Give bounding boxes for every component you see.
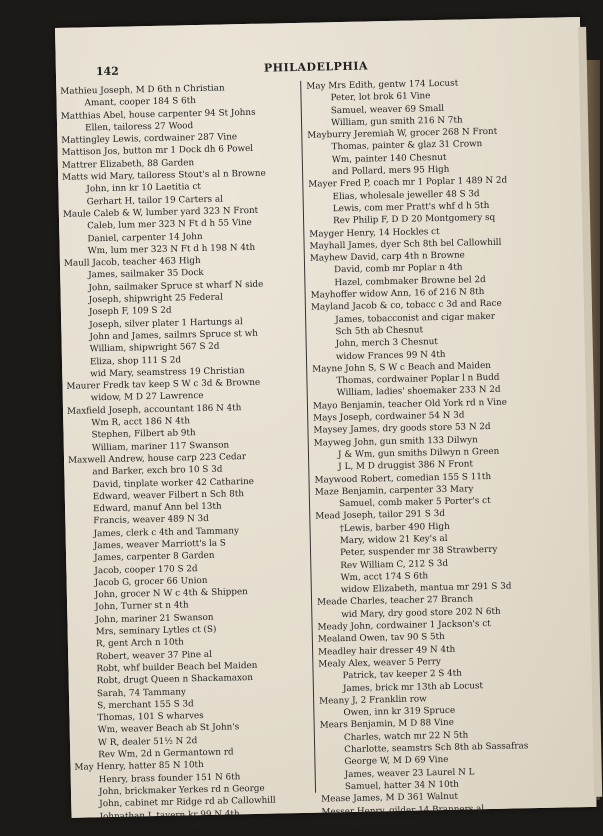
directory-entry: Wm, weaver Beach ab St John's [97, 722, 240, 736]
directory-entry: Wm, acct 174 S 6th [340, 571, 429, 584]
directory-entry: Thomas, painter & glaz 31 Crown [331, 139, 483, 153]
directory-entry: James, carpenter 8 Garden [94, 551, 215, 564]
directory-entry: John, merch 3 Chesnut [335, 337, 439, 350]
directory-entry: Meadley hair dresser 49 N 4th [318, 644, 456, 658]
directory-entry: William, ladies' shoemaker 233 N 2d [336, 385, 501, 399]
directory-entry: Owen, inn kr 319 Spruce [343, 705, 456, 719]
directory-entry: David, comb mr Poplar n 4th [334, 262, 463, 276]
directory-entry: James, tobacconist and cigar maker [335, 311, 496, 325]
directory-page [55, 17, 596, 835]
directory-entry: Maysey James, dry goods store 53 N 2d [313, 422, 491, 436]
directory-entry: Edward, weaver Filbert n Sch 8th [92, 488, 245, 503]
directory-entry: Lewis, house carp Nonnater's ct [99, 821, 245, 835]
directory-entry: Mayhall James, dyer Sch 8th bel Callowhill [309, 237, 502, 252]
directory-entry: Jacob G, grocer 66 Union [94, 575, 208, 589]
directory-entry: Mease James, M D 361 Walnut [321, 791, 459, 805]
directory-entry: and Barker, exch bro 10 S 3d [92, 464, 223, 478]
directory-entry: J L, M D druggist 386 N Front [338, 459, 474, 473]
directory-entry: Patrick, tav keeper 2 S 4th [342, 668, 463, 682]
directory-entry: Charlotte, seamstrs Sch 8th ab Sassafras [344, 741, 529, 756]
directory-entry: John, Turner st n 4th [95, 600, 189, 613]
directory-entry: Rev Wm, 2d n Germantown rd [98, 747, 234, 761]
directory-entry: Meady John, cordwainer 1 Jackson's ct [317, 619, 491, 633]
directory-entry: Johnathan J, tavern kr 99 N 4th [99, 808, 240, 822]
directory-entry: Caleb, lum mer 323 N Ft d h 55 Vine [87, 218, 252, 232]
directory-entry: Maxfield Joseph, accountant 186 N 4th [66, 402, 242, 417]
directory-entry: R, gent Arch n 10th [95, 637, 184, 650]
directory-entry: Mattison Jos, button mr 1 Dock dh 6 Powel [61, 144, 254, 159]
directory-entry: Mayburry Jeremiah W, grocer 268 N Front [307, 126, 498, 141]
page-number: 142 [95, 64, 120, 79]
directory-entry: James, clerk c 4th and Tammany [93, 525, 240, 539]
directory-entry: Francis, weaver 489 N 3d [93, 514, 209, 527]
directory-entry: Robt, drugt Queen n Shackamaxon [96, 673, 254, 687]
directory-entry: †Lewis, barber 490 High [339, 521, 450, 534]
directory-entry: Lewis, com mer Pratt's whf d h 5th [332, 200, 490, 215]
directory-entry: William, gun smith 216 N 7th [330, 115, 463, 129]
directory-entry: James, weaver Marriott's la S [93, 538, 226, 552]
directory-entry: John, mariner 21 Swanson [95, 612, 214, 626]
directory-entry: Mays Joseph, cordwainer 54 N 3d [313, 410, 465, 424]
directory-entry: Joseph F, 109 S 2d [88, 305, 172, 318]
directory-entry: Joseph, silver plater 1 Hartungs al [89, 316, 243, 330]
directory-entry: S, merchant 155 S 3d [97, 699, 194, 712]
running-head: PHILADELPHIA [263, 59, 369, 75]
directory-entry: Thomas, cordwainer Poplar l n Budd [336, 372, 500, 387]
directory-entry: Meany J, 2 Franklin row [319, 694, 427, 707]
directory-entry: Meade Charles, teacher 27 Branch [316, 594, 474, 609]
directory-entry: Mayland Jacob & co, tobacc c 3d and Race [310, 299, 502, 314]
directory-entry: Peter, lot brok 61 Vine [330, 91, 431, 104]
directory-entry: Maull Jacob, teacher 463 High [63, 256, 201, 270]
directory-entry: John, sailmaker Spruce st wharf N side [88, 279, 264, 294]
directory-entry: widow Elizabeth, mantua mr 291 S 3d [340, 581, 512, 596]
directory-entry: Mealy Alex, weaver 5 Perry [318, 657, 442, 670]
directory-entry: Ellen, tailoress 27 Wood [85, 121, 194, 134]
directory-entry: David, tinplate worker 42 Catharine [92, 476, 255, 490]
directory-entry: Mayer Fred P, coach mr 1 Poplar 1 489 N 2d [308, 175, 508, 191]
directory-entry: Mathieu Joseph, M D 6th n Christian [60, 83, 225, 97]
directory-entry: Maxwell Andrew, house carp 223 Cedar [67, 451, 247, 466]
directory-entry: Jacob, cooper 170 S 2d [94, 563, 198, 576]
directory-entry: Eliza, shop 111 S 2d [89, 354, 182, 367]
directory-entry: Daniel, carpenter 14 John [87, 231, 203, 244]
directory-entry: Samuel, comb maker 5 Porter's ct [338, 496, 491, 510]
directory-entry: Amant, cooper 184 S 6th [84, 96, 196, 109]
directory-entry: Peter, suspender mr 38 Strawberry [339, 545, 498, 559]
directory-entry: Mead Joseph, tailor 291 S 3d [315, 509, 446, 523]
directory-entry: Elias, wholesale jeweller 48 S 3d [332, 188, 480, 202]
directory-entry: Maurer Fredk tav keep S W c 3d & Browne [66, 377, 261, 392]
directory-entry: Mayo Benjamin, teacher Old York rd n Vine [312, 397, 507, 412]
directory-entry: Wm, lum mer 323 N Ft d h 198 N 4th [87, 242, 256, 257]
directory-entry: Edward, manuf Ann bel 13th [92, 501, 222, 515]
right-column [306, 76, 562, 831]
directory-entry: W R, dealer 51½ N 2d [97, 735, 198, 748]
directory-entry: John, inn kr 10 Laetitia ct [86, 182, 201, 195]
directory-entry: George W, M D 69 Vine [344, 755, 449, 768]
directory-entry: James, weaver 23 Laurel N L [344, 767, 475, 780]
directory-entry: wid Mary, seamstress 19 Christian [90, 365, 245, 380]
directory-entry: Mayhew David, carp 4th n Browne [309, 250, 465, 264]
directory-entry: Hazel, combmaker Browne bel 2d [334, 274, 486, 288]
directory-entry: Charles, watch mr 22 N 5th [343, 730, 469, 743]
directory-entry: Gerhart H, tailor 19 Carters al [86, 194, 224, 208]
directory-entry: John, brickmaker Yerkes rd n George [98, 783, 265, 798]
directory-entry: wid Mary, dry good store 202 N 6th [341, 606, 501, 620]
directory-entry: Rev William C, 212 S 3d [340, 558, 449, 571]
directory-entry: Maze Benjamin, carpenter 33 Mary [314, 484, 474, 498]
directory-entry: Wm R, acct 186 N 4th [91, 416, 191, 429]
directory-entry: May Mrs Edith, gentw 174 Locust [306, 78, 459, 92]
directory-entry: John, grocer N W c 4th & Shippen [94, 587, 248, 601]
directory-entry: Messer Henry, gilder 14 Branners al [321, 803, 485, 818]
directory-entry: Matts wid Mary, tailoress Stout's al n Browne [62, 168, 266, 183]
directory-entry: Robt, whf builder Beach bel Maiden [96, 660, 258, 675]
directory-entry: and Pollard, mers 95 High [331, 164, 450, 178]
directory-entry: Sch 5th ab Chesnut [335, 325, 424, 338]
directory-entry: Maule Caleb & W, lumber yard 323 N Front [62, 205, 259, 220]
directory-entry: Samuel, hatter 34 N 10th [344, 779, 460, 793]
directory-entry: Philip, japanner 207 Green [345, 816, 467, 829]
directory-entry: widow Frances 99 N 4th [335, 349, 446, 362]
directory-entry: Mary, widow 21 Key's al [339, 533, 448, 547]
directory-entry: Samuel, weaver 69 Small [330, 103, 445, 116]
directory-entry: John, cabinet mr Ridge rd ab Callowhill [99, 795, 276, 810]
directory-entry: May Henry, hatter 85 N 10th [74, 760, 204, 774]
directory-entry: J & Wm, gun smiths Dilwyn n Green [337, 446, 500, 461]
directory-entry: Henry, brass founder 151 N 6th [98, 771, 241, 785]
directory-entry: Mayweg John, gun smith 133 Dilwyn [313, 434, 478, 449]
directory-entry: John and James, sailmrs Spruce st wh [89, 328, 259, 343]
directory-entry: Mayhoffer widow Ann, 16 of 216 N 8th [310, 287, 485, 301]
directory-entry: William, shipwright 567 S 2d [89, 341, 220, 355]
directory-entry: Rev Philip F, D D 20 Montgomery sq [333, 213, 496, 227]
directory-entry: Stephen, Filbert ab 9th [91, 428, 196, 441]
directory-entry: Mattrer Elizabeth, 88 Garden [61, 157, 195, 171]
directory-entry: Maywood Robert, comedian 155 S 11th [314, 471, 492, 486]
directory-entry: Mayne John S, S W c Beach and Maiden [312, 360, 492, 375]
directory-entry: William, mariner 117 Swanson [91, 440, 230, 453]
directory-entry: Wm, painter 140 Chesnut [331, 152, 447, 166]
directory-entry: widow, M D 27 Lawrence [90, 391, 204, 404]
directory-entry: Joseph, shipwright 25 Federal [88, 292, 223, 306]
directory-entry: Matthias Abel, house carpenter 94 St Johns [60, 107, 256, 122]
directory-entry: James, sailmaker 35 Dock [88, 268, 204, 281]
directory-entry: Mattingley Lewis, cordwainer 287 Vine [61, 132, 238, 147]
directory-entry: Mayger Henry, 14 Hockles ct [309, 226, 440, 240]
directory-entry: Thomas, 101 S wharves [97, 711, 204, 724]
directory-entry: Mealand Owen, tav 90 S 5th [317, 632, 445, 645]
directory-entry: Sarah, 74 Tammany [96, 686, 187, 699]
directory-entry: Mrs, seminary Lytles ct (S) [95, 624, 217, 638]
directory-entry: Robert, weaver 37 Pine al [96, 649, 212, 662]
directory-entry: Mears Benjamin, M D 88 Vine [319, 718, 454, 732]
directory-entry: James, brick mr 13th ab Locust [342, 680, 484, 694]
left-column [60, 81, 316, 836]
